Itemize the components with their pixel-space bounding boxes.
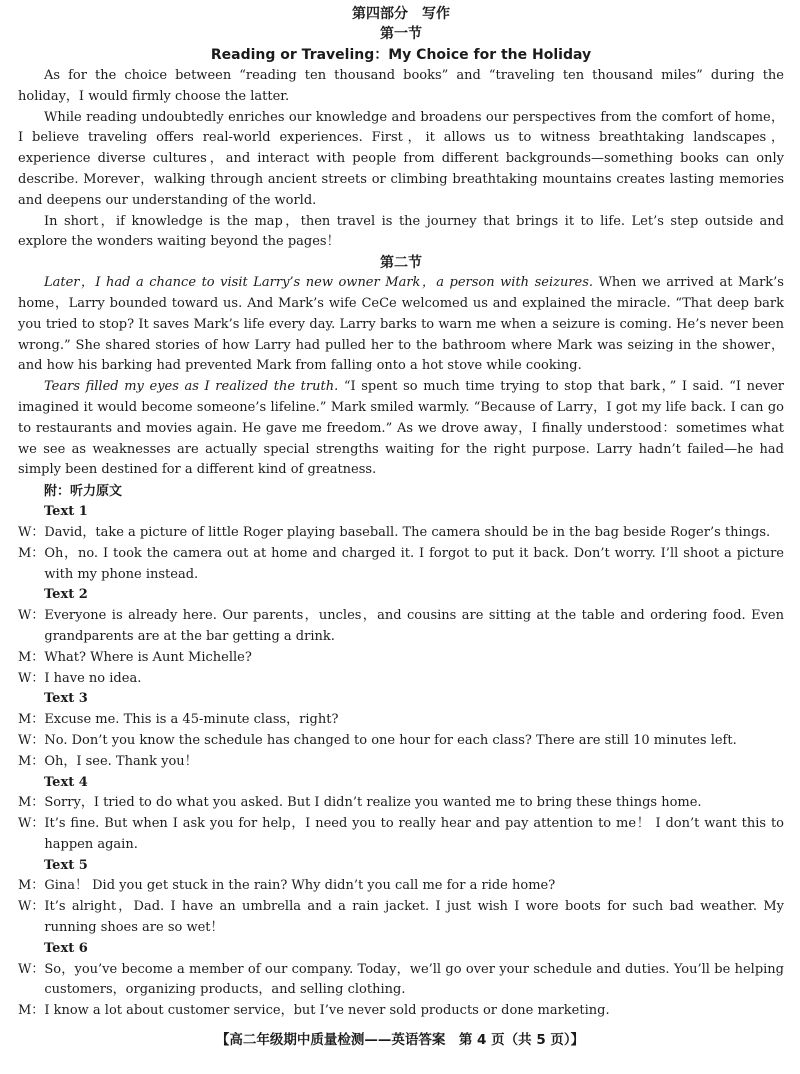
dialogue-text: Oh，I see. Thank you！ (44, 753, 198, 769)
speaker-label: W： (18, 816, 45, 832)
dialogue-line (18, 731, 784, 752)
dialogue-text: Oh，no. I took the camera out at home and charged it. I forgot to put it back. Don’t worry. I’ll shoot a picture with my phone instead. (44, 545, 784, 582)
dialogue-text: It’s fine. But when I ask you for help，I need you to really hear and pay attention to me！ I don’t want this to happen again. (44, 816, 784, 852)
dialogue-line (18, 814, 784, 856)
dialogue-line (18, 752, 784, 773)
dialogue-line (18, 669, 784, 690)
paragraph-opening: Tears filled my eyes as I realized the truth. (44, 379, 339, 395)
section-2-heading: 第二节 (380, 255, 422, 272)
continuation-paragraph (18, 377, 784, 481)
dialogue-line (18, 876, 784, 897)
dialogue-text: Gina！ Did you get stuck in the rain? Why didn’t you call me for a ride home? (44, 878, 556, 894)
part-title: 第四部分 写作 (352, 6, 450, 22)
paragraph-opening: Later，I had a chance to visit Larry’s new owner Mark，a person with seizures. (44, 275, 594, 291)
dialogue-line (18, 793, 784, 814)
section-2 (18, 253, 784, 481)
dialogue-text: Sorry，I tried to do what you asked. But I didn’t realize you wanted me to bring these things home. (44, 795, 702, 811)
transcript-heading: 附：听力原文 (44, 484, 123, 500)
speaker-label: M： (18, 1003, 45, 1019)
dialogue-text: I have no idea. (44, 670, 142, 686)
speaker-label: M： (18, 753, 45, 769)
paragraph-body: “I spent so much time trying to stop that bark，” I said. “I never imagined it would become someone’s lifeline.” Mark smiled warmly. “Because of Larry，I got my life back. I can go to restaurants and movies again. He gave me freedom.” As we drove away，I finally understood：sometimes what we see as weaknesses are actually special strengths waiting for the right purpose. Larry hadn’t failed—he had simply been destined for a different kind of greatness. (18, 379, 784, 478)
text-title: Text 2 (44, 587, 88, 603)
dialogue-text: What? Where is Aunt Michelle? (44, 649, 252, 665)
speaker-label: W： (18, 899, 45, 915)
dialogue-line (18, 897, 784, 939)
dialogue-line (18, 606, 784, 648)
dialogue-text: Everyone is already here. Our parents，uncles，and cousins are sitting at the table and ordering food. Even grandparents are at the bar getting a drink. (44, 608, 784, 644)
dialogue-text: It’s alright，Dad. I have an umbrella and a rain jacket. I just wish I wore boots for such bad weather. My running shoes are so wet！ (44, 899, 784, 936)
speaker-label: W： (18, 670, 45, 686)
answer-page (18, 4, 784, 1022)
dialogue-line (18, 648, 784, 669)
text-title: Text 5 (44, 857, 88, 873)
essay-paragraph: As for the choice between “reading ten thousand books” and “traveling ten thousand miles” during the holiday，I would firmly choose the latter. (18, 68, 784, 104)
speaker-label: M： (18, 712, 45, 728)
listening-transcript (18, 481, 784, 1022)
dialogue-line (18, 710, 784, 731)
dialogue-line (18, 960, 784, 1002)
section-1-heading: 第一节 (380, 26, 422, 42)
dialogue-line (18, 523, 784, 544)
page-footer: 【高二年级期中质量检测——英语答案 第 4 页（共 5 页）】 (215, 1032, 585, 1048)
continuation-paragraph (18, 273, 784, 377)
speaker-label: M： (18, 795, 45, 811)
speaker-label: M： (18, 649, 45, 665)
dialogue-text: So，you’ve become a member of our company. Today，we’ll go over your schedule and duties. You’ll be helping customers，organizing products，and selling clothing. (44, 961, 784, 998)
section-1 (18, 24, 784, 253)
dialogue-text: No. Don’t you know the schedule has changed to one hour for each class? There are still 10 minutes left. (44, 732, 737, 748)
speaker-label: W： (18, 732, 45, 748)
dialogue-text: David，take a picture of little Roger playing baseball. The camera should be in the bag beside Roger’s things. (44, 524, 771, 540)
text-title: Text 3 (44, 691, 88, 707)
speaker-label: W： (18, 961, 45, 977)
dialogue-text: I know a lot about customer service，but I’ve never sold products or done marketing. (44, 1003, 610, 1019)
text-title: Text 4 (44, 774, 88, 790)
speaker-label: M： (18, 545, 45, 561)
text-title: Text 6 (44, 940, 88, 956)
speaker-label: W： (18, 608, 45, 624)
paragraph-body: When we arrived at Mark’s home，Larry bounded toward us. And Mark’s wife CeCe welcomed us and explained the miracle. “That deep bark you tried to stop? It saves Mark’s life every day. Larry barks to warn me when a seizure is coming. He’s never been wrong.” She shared stories of how Larry had pulled her to the bathroom where Mark was seizing in the shower，and how his barking had prevented Mark from falling onto a hot stove while cooking. (18, 275, 784, 374)
dialogue-text: Excuse me. This is a 45-minute class，right? (44, 712, 339, 728)
essay-paragraph: In short，if knowledge is the map，then travel is the journey that brings it to life. Let’s step outside and explore the wonders waiting beyond the pages！ (18, 213, 784, 250)
essay-paragraph: While reading undoubtedly enriches our knowledge and broadens our perspectives from the comfort of home，I believe traveling offers real-world experiences. First，it allows us to witness breathtaking landscapes，experience diverse cultures，and interact with people from different backgrounds—something books can only describe. Morever，walking through ancient streets or climbing breathtaking mountains creates lasting memories and deepens our understanding of the world. (18, 109, 784, 208)
dialogue-line (18, 544, 784, 586)
speaker-label: W： (18, 524, 45, 540)
text-title: Text 1 (44, 504, 88, 520)
dialogue-line (18, 1001, 784, 1022)
speaker-label: M： (18, 878, 45, 894)
essay-title: Reading or Traveling：My Choice for the Holiday (210, 47, 592, 63)
